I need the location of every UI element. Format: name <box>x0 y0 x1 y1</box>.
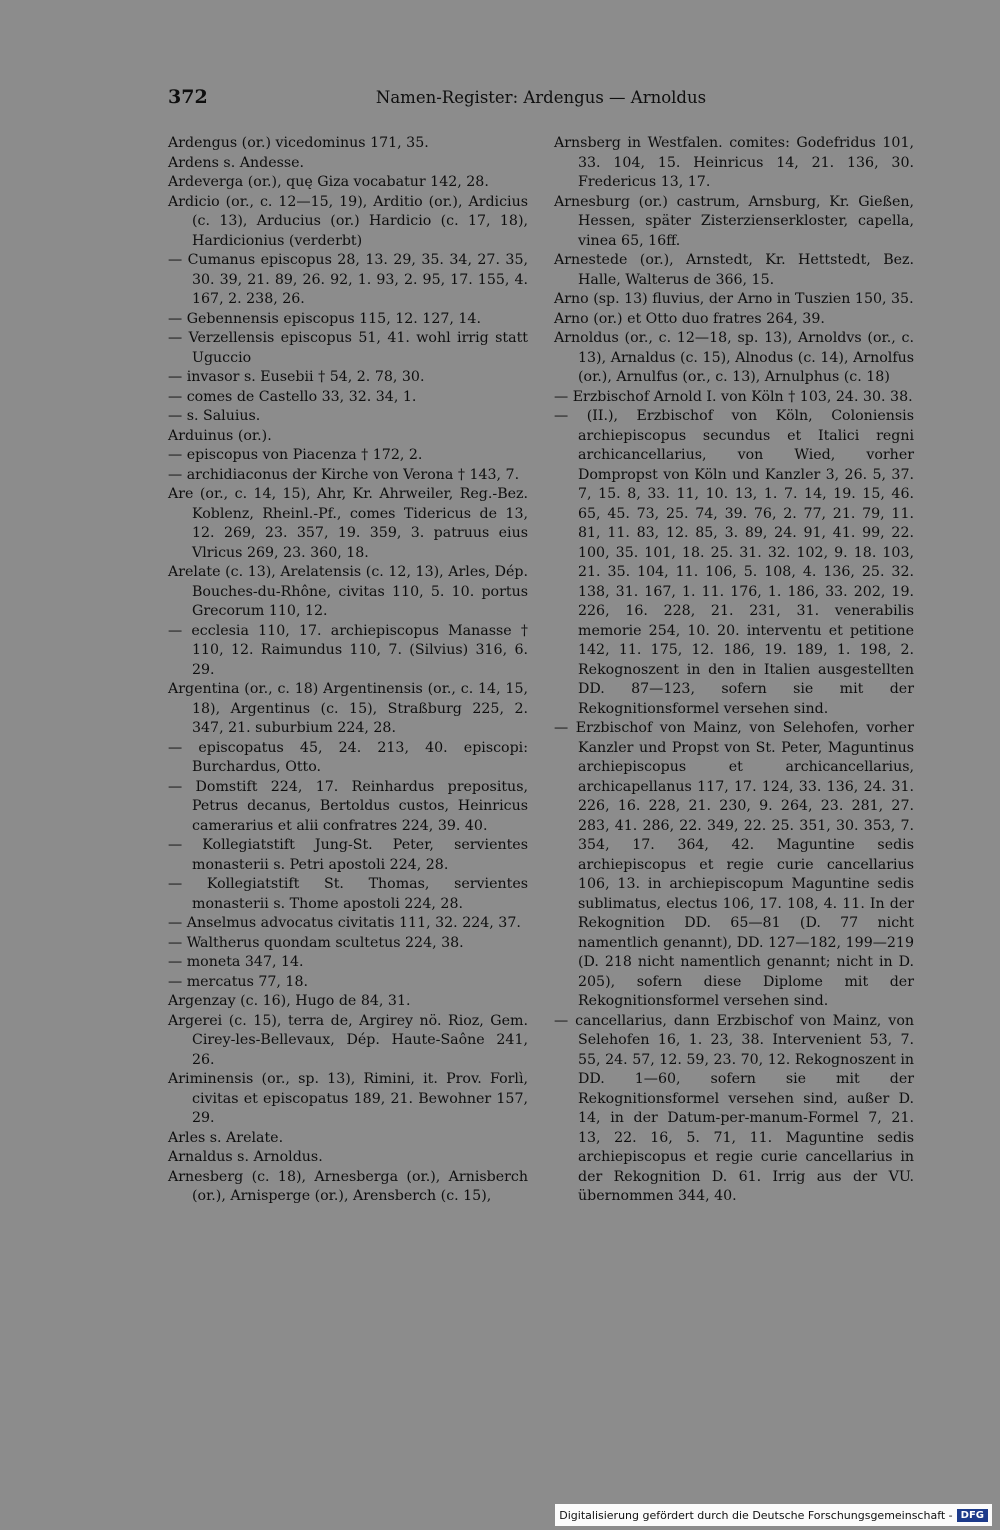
index-entry: Argentina (or., c. 18) Argentinensis (or., c. 14, 15, 18), Argentinus (c. 15), Straßburg 225, 2. 347, 21. suburbium 224, 28. <box>168 681 528 736</box>
footer-text: Digitalisierung gefördert durch die Deutsche Forschungsgemeinschaft - <box>559 1508 953 1522</box>
index-entry: Argerei (c. 15), terra de, Argirey nö. Rioz, Gem. Cirey-les-Bellevaux, Dép. Haute-Saône 241, 26. <box>168 1012 528 1068</box>
index-entry: Arnesburg (or.) castrum, Arnsburg, Kr. Gießen, Hessen, später Zisterzienserkloster, capella, vinea 65, 16ff. <box>554 193 914 249</box>
index-entry: — cancellarius, dann Erzbischof von Mainz, von Selehofen 16, 1. 23, 38. Intervenient 53, 7. 55, 24. 57, 12. 59, 23. 70, 12. Rekognoszent in DD. 1—60, sofern sie mit der Rekognitionsformel versehen sind, außer D. 14, in der Datum-per-manum-Formel 7, 21. 13, 22. 16, 5. 71, 11. Maguntine sedis archiepiscopus et regie curie cancellarius in der Rekognition D. 61. Irrig aus der VU. übernommen 344, 40. <box>554 1012 914 1204</box>
index-entry: — Anselmus advocatus civitatis 111, 32. 224, 37. <box>168 915 521 931</box>
running-title: Namen-Register: Ardengus — Arnoldus <box>375 88 707 107</box>
index-entry: Arnsberg in Westfalen. comites: Godefridus 101, 33. 104, 15. Heinricus 14, 21. 136, 30. Fredericus 13, 17. <box>554 135 914 190</box>
index-entry: Ariminensis (or., sp. 13), Rimini, it. Prov. Forlì, civitas et episcopatus 189, 21. Bewohner 157, 29. <box>168 1071 528 1126</box>
funding-footer <box>555 1504 992 1526</box>
index-entry: Arduinus (or.). <box>168 427 272 444</box>
index-entry: — Kollegiatstift Jung-St. Peter, servientes monasterii s. Petri apostoli 224, 28. <box>168 837 528 873</box>
index-entry: — archidiaconus der Kirche von Verona † 143, 7. <box>168 466 520 483</box>
index-entry: — Domstift 224, 17. Reinhardus prepositus, Petrus decanus, Bertoldus custos, Heinricus camerarius et alii confratres 224, 39. 40. <box>168 778 528 834</box>
left-column <box>168 134 528 1207</box>
index-entry: Are (or., c. 14, 15), Ahr, Kr. Ahrweiler, Reg.-Bez. Koblenz, Rheinl.-Pf., comes Tidericus de 13, 12. 269, 23. 357, 19. 359, 3. patruus eius Vlricus 269, 23. 360, 18. <box>168 486 528 561</box>
right-column <box>554 134 914 1207</box>
index-entry: — episcopatus 45, 24. 213, 40. episcopi: Burchardus, Otto. <box>168 739 528 775</box>
index-entry: Ardens s. Andesse. <box>168 154 305 171</box>
index-entry: — Gebennensis episcopus 115, 12. 127, 14. <box>168 310 481 327</box>
index-entry: — s. Saluius. <box>168 408 261 424</box>
index-entry: — Erzbischof von Mainz, von Selehofen, vorher Kanzler und Propst von St. Peter, Maguntinus archiepiscopus et archicancellarius, archicapellanus 117, 17. 124, 33. 136, 24. 31. 226, 16. 228, 21. 230, 9. 264, 23. 281, 27. 283, 41. 286, 22. 349, 22. 25. 351, 30. 353, 7. 354, 17. 364, 42. Maguntine sedis archiepiscopus et regie curie cancellarius 106, 13. in archiepiscopum Maguntine sedis sublimatus, electus 106, 17. 108, 4. 11. In der Rekognition DD. 65—81 (D. 77 nicht namentlich genannt), DD. 127—182, 199—219 (D. 218 nicht namentlich genannt; nicht in D. 205), sofern diese Diplome mit der Rekognitionsformel versehen sind. <box>554 720 914 1009</box>
page-header <box>168 86 914 116</box>
index-entry: — (II.), Erzbischof von Köln, Coloniensis archiepiscopus secundus et Italici regni archicancellarius, von Wied, vorher Dompropst von Köln und Kanzler 3, 26. 5, 37. 7, 15. 8, 33. 11, 10. 13, 1. 7. 14, 19. 15, 46. 65, 45. 73, 25. 74, 39. 76, 2. 77, 21. 79, 11. 81, 11. 83, 12. 85, 3. 89, 24. 91, 41. 99, 22. 100, 35. 101, 18. 25. 31. 32. 102, 9. 18. 103, 21. 35. 104, 11. 106, 5. 108, 4. 136, 25. 32. 138, 31. 167, 1. 11. 176, 1. 186, 33. 202, 19. 226, 16. 228, 21. 231, 31. venerabilis memorie 254, 10. 20. interventu et petitione 142, 11. 175, 12. 186, 19. 189, 1. 198, 2. Rekognoszent in den in Italien ausgestellten DD. 87—123, sofern sie mit der Rekognitionsformel versehen sind. <box>554 408 914 717</box>
index-entry: Arnestede (or.), Arnstedt, Kr. Hettstedt, Bez. Halle, Walterus de 366, 15. <box>554 252 914 288</box>
index-entry: — Kollegiatstift St. Thomas, servientes monasterii s. Thome apostoli 224, 28. <box>168 876 528 912</box>
page-number: 372 <box>168 86 208 108</box>
index-entry: — Erzbischof Arnold I. von Köln † 103, 24. 30. 38. <box>554 388 913 405</box>
index-entry: Arno (or.) et Otto duo fratres 264, 39. <box>554 310 825 327</box>
index-entry: Ardeverga (or.), quę Giza vocabatur 142, 28. <box>168 174 489 190</box>
index-entry: — Waltherus quondam scultetus 224, 38. <box>168 934 464 951</box>
index-entry: Argenzay (c. 16), Hugo de 84, 31. <box>168 993 411 1009</box>
index-entry: Arnaldus s. Arnoldus. <box>168 1149 323 1165</box>
index-entry: Ardicio (or., c. 12—15, 19), Arditio (or.), Ardicius (c. 13), Arducius (or.) Hardicio (c. 17, 18), Hardicionius (verderbt) <box>168 193 528 249</box>
index-entry: Arles s. Arelate. <box>168 1129 284 1146</box>
dfg-logo: DFG <box>957 1509 988 1522</box>
index-entry: — Verzellensis episcopus 51, 41. wohl irrig statt Uguccio <box>168 330 528 366</box>
index-entry: Arelate (c. 13), Arelatensis (c. 12, 13), Arles, Dép. Bouches-du-Rhône, civitas 110, 5. 10. portus Grecorum 110, 12. <box>168 564 528 619</box>
index-entry: Arno (sp. 13) fluvius, der Arno in Tuszien 150, 35. <box>554 291 914 307</box>
index-entry: — mercatus 77, 18. <box>168 973 308 990</box>
index-entry: Ardengus (or.) vicedominus 171, 35. <box>168 135 429 151</box>
index-entry: — moneta 347, 14. <box>168 954 304 970</box>
index-entry: — ecclesia 110, 17. archiepiscopus Manasse † 110, 12. Raimundus 110, 7. (Silvius) 316, 6. 29. <box>168 622 528 678</box>
index-entry: Arnoldus (or., c. 12—18, sp. 13), Arnoldvs (or., c. 13), Arnaldus (c. 15), Alnodus (c. 14), Arnolfus (or.), Arnulfus (or., c. 13), Arnulphus (c. 18) <box>554 330 914 385</box>
index-entry: — comes de Castello 33, 32. 34, 1. <box>168 388 417 405</box>
index-entry: — episcopus von Piacenza † 172, 2. <box>168 447 423 463</box>
index-entry: — Cumanus episcopus 28, 13. 29, 35. 34, 27. 35, 30. 39, 21. 89, 26. 92, 1. 93, 2. 95, 17. 155, 4. 167, 2. 238, 26. <box>168 252 528 307</box>
index-entry: Arnesberg (c. 18), Arnesberga (or.), Arnisberch (or.), Arnisperge (or.), Arensberch (c. 15), <box>168 1168 528 1204</box>
index-entry: — invasor s. Eusebii † 54, 2. 78, 30. <box>168 369 425 385</box>
